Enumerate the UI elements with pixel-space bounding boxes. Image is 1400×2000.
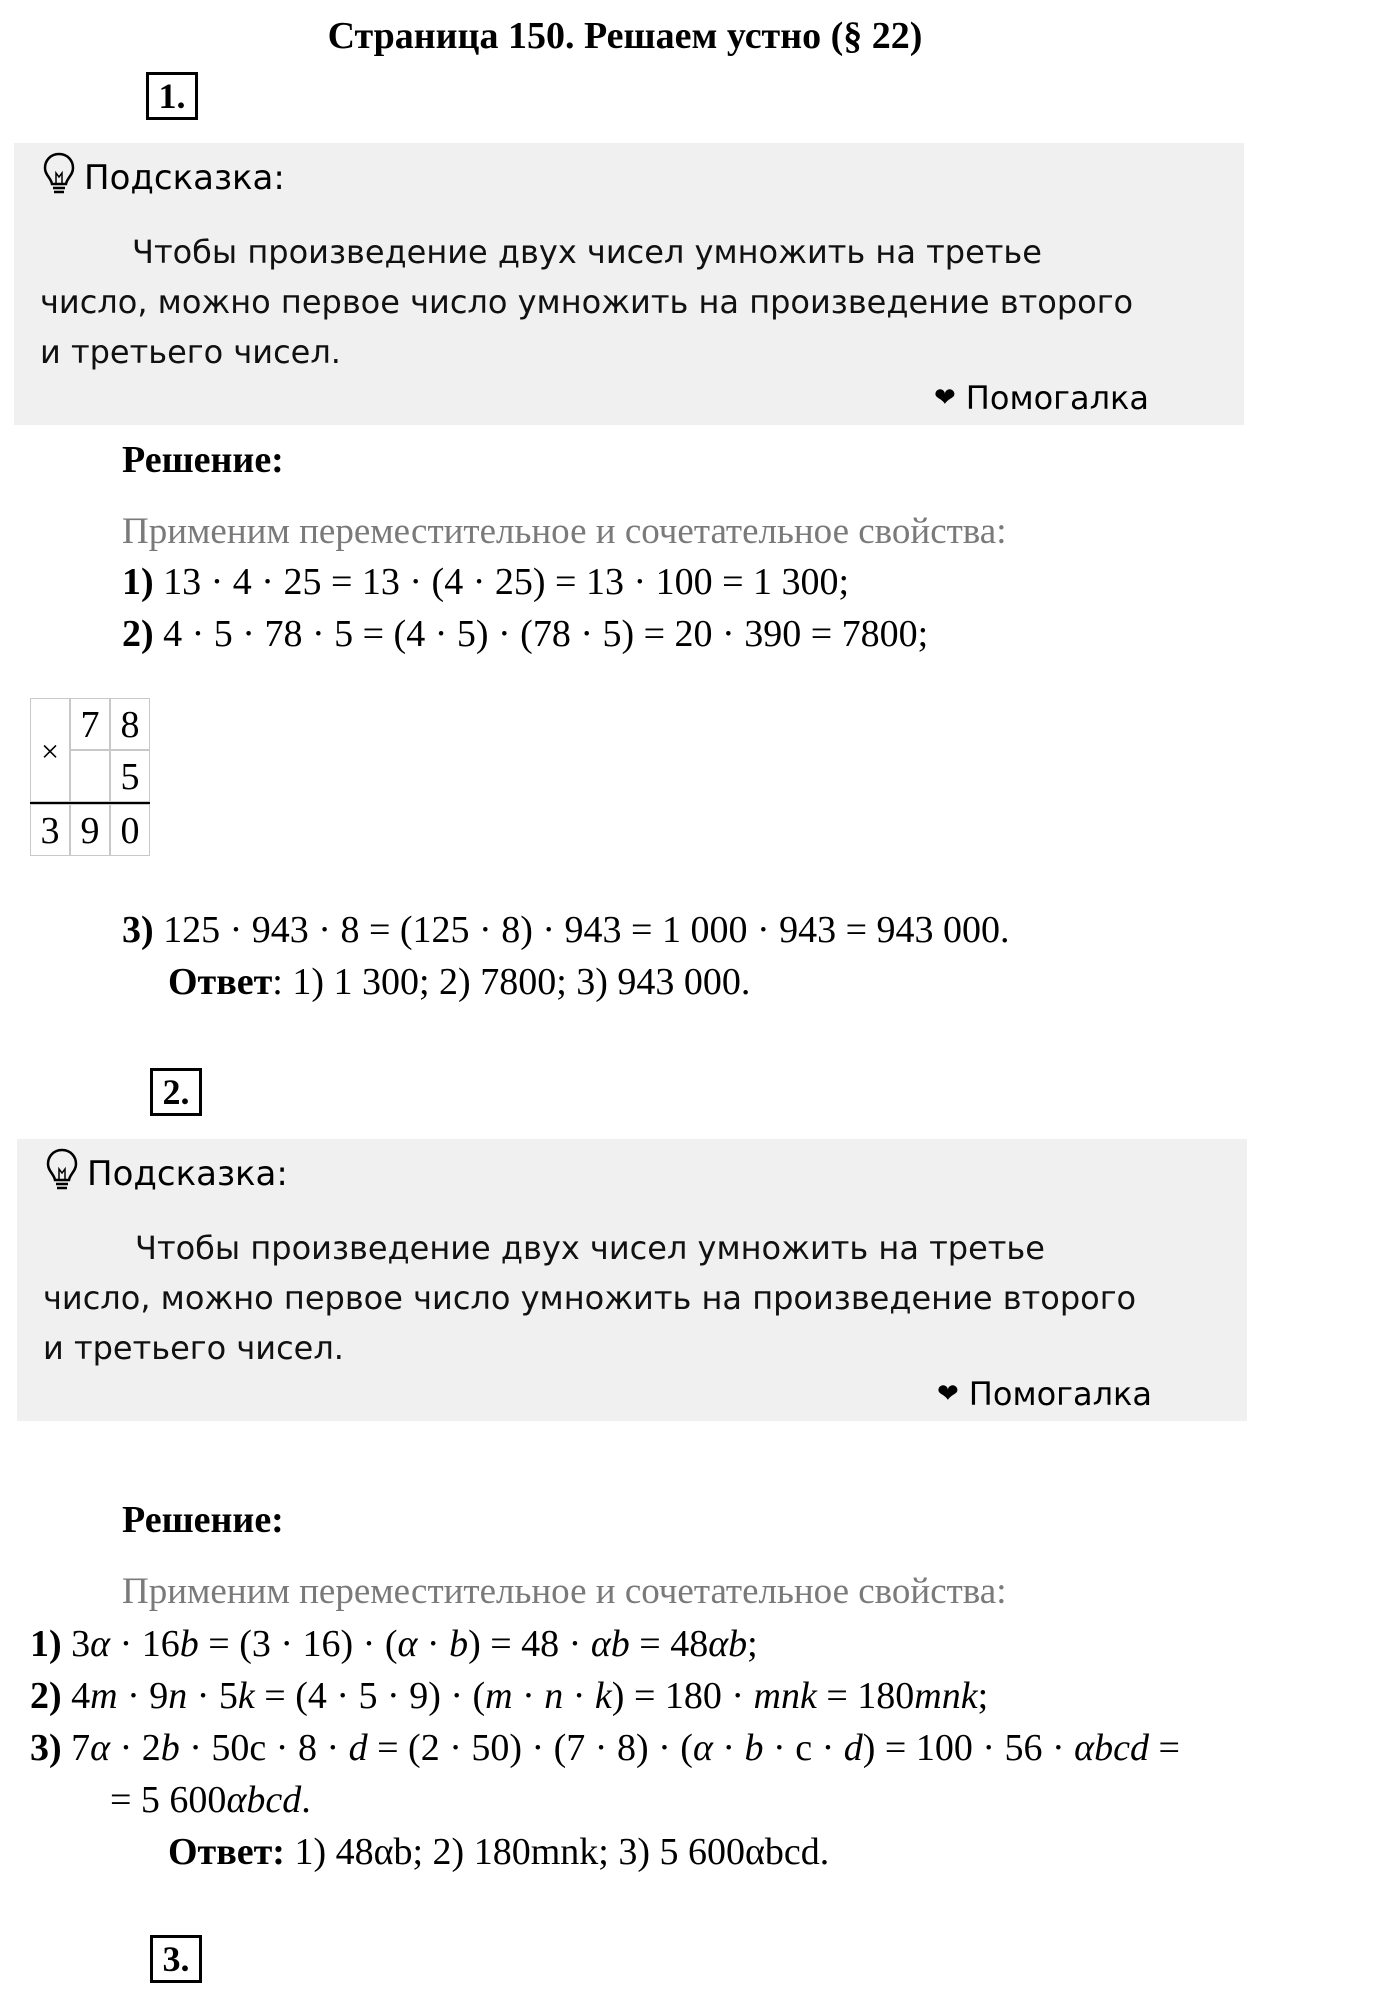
hint-header-1 (42, 151, 285, 206)
answer-label: Ответ (168, 961, 273, 1003)
hint-line-1-2: число, можно первое число умножить на произведение второго (40, 283, 1134, 321)
hint-label-1: Подсказка: (84, 158, 285, 198)
item-number: 2) (122, 613, 154, 655)
page-title: Страница 150. Решаем устно (§ 22) (327, 15, 923, 57)
answer-label: Ответ: (168, 1831, 285, 1873)
task1-item-2 (122, 612, 928, 656)
hint-source-1 (934, 379, 1149, 417)
task-number-1: 1. (146, 72, 198, 120)
column-digit: 0 (110, 804, 150, 856)
item-expression: 4 · 5 · 78 · 5 = (4 · 5) · (78 · 5) = 20 · 390 = 7800; (163, 613, 929, 655)
solution-label-1: Решение: (122, 439, 284, 481)
column-multiplication (30, 698, 150, 856)
answer-text: : 1) 1 300; 2) 7800; 3) 943 000. (272, 961, 751, 1003)
column-digit: 7 (70, 698, 110, 750)
task2-item-3: 3) 7α · 2b · 50c · 8 · d = (2 · 50) · (7 · 8) · (α · b · c · d) = 100 · 56 · αbcd = (30, 1727, 1180, 1769)
task2-item-2: 2) 4m · 9n · 5k = (4 · 5 · 9) · (m · n · k) = 180 · mnk = 180mnk; (30, 1675, 989, 1717)
task2-item-1: 1) 3α · 16b = (3 · 16) · (α · b) = 48 · αb = 48αb; (30, 1623, 758, 1665)
hint-header-2 (45, 1147, 288, 1202)
column-digit: 5 (110, 750, 150, 802)
column-digit: 3 (30, 804, 70, 856)
heart-icon: ❤ (934, 383, 956, 413)
task1-item-1 (122, 560, 849, 604)
solution-label-2: Решение: (122, 1499, 284, 1541)
heart-icon: ❤ (937, 1379, 959, 1409)
answer-2 (168, 1830, 829, 1874)
hint-line-2-1: Чтобы произведение двух чисел умножить на третье (135, 1229, 1045, 1267)
item-expression: 125 · 943 · 8 = (125 · 8) · 943 = 1 000 · 943 = 943 000. (163, 909, 1010, 951)
item-number: 3) (122, 909, 154, 951)
task-number-3: 3. (150, 1935, 202, 1983)
task1-item-3 (122, 908, 1010, 952)
hint-box-2 (17, 1139, 1247, 1421)
lightbulb-icon (42, 151, 76, 206)
column-digit: 8 (110, 698, 150, 750)
hint-source-label-1: Помогалка (965, 379, 1149, 417)
hint-source-label-2: Помогалка (968, 1375, 1152, 1413)
hint-line-2-2: число, можно первое число умножить на произведение второго (43, 1279, 1137, 1317)
hint-label-2: Подсказка: (87, 1154, 288, 1194)
answer-1 (168, 960, 750, 1004)
multiply-sign: × (30, 698, 70, 802)
hint-line-2-3: и третьего чисел. (43, 1329, 344, 1367)
intro-text-1: Применим переместительное и сочетательное свойства: (122, 511, 1007, 552)
hint-box-1 (14, 143, 1244, 425)
hint-line-1-1: Чтобы произведение двух чисел умножить на третье (132, 233, 1042, 271)
answer-text: 1) 48αb; 2) 180mnk; 3) 5 600αbcd. (284, 1831, 830, 1873)
task2-item-3-cont: = 5 600αbcd. (110, 1779, 311, 1821)
column-digit: 9 (70, 804, 110, 856)
intro-text-2: Применим переместительное и сочетательное свойства: (122, 1571, 1007, 1612)
hint-source-2 (937, 1375, 1152, 1413)
task-number-2: 2. (150, 1068, 202, 1116)
lightbulb-icon (45, 1147, 79, 1202)
item-expression: 13 · 4 · 25 = 13 · (4 · 25) = 13 · 100 = 1 300; (163, 561, 850, 603)
hint-line-1-3: и третьего чисел. (40, 333, 341, 371)
item-number: 1) (122, 561, 154, 603)
column-digit (70, 750, 110, 802)
